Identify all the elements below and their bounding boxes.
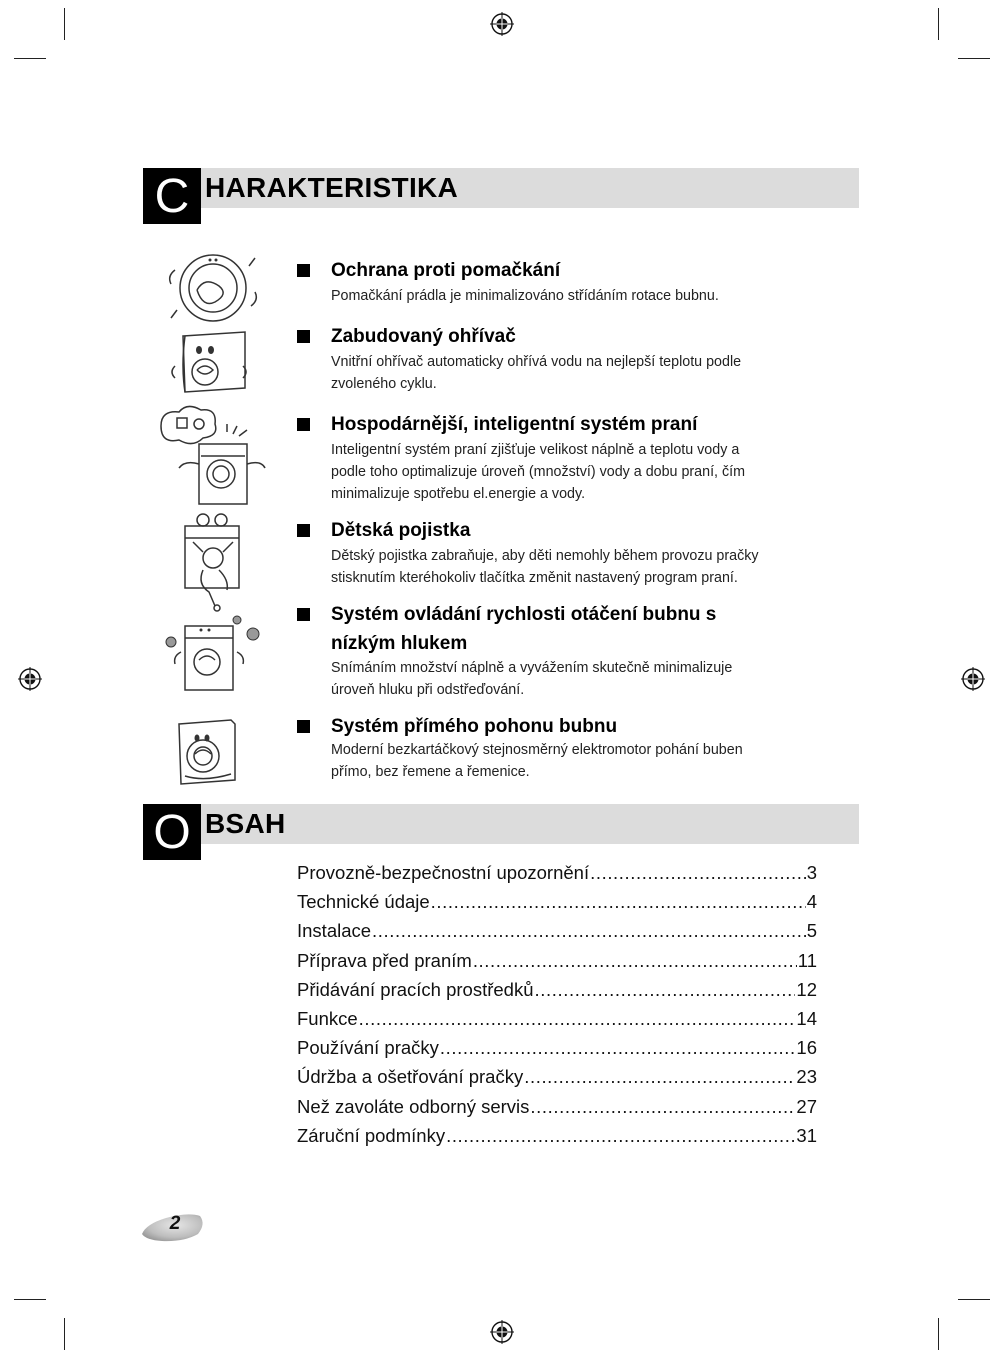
toc-page: 3 (806, 862, 817, 883)
toc-label: Funkce (297, 1007, 358, 1029)
crop-mark (958, 1299, 990, 1300)
toc-label: Provozně-bezpečnostní upozornění (297, 862, 590, 883)
crop-mark (14, 1299, 46, 1300)
feature-description (331, 657, 801, 701)
toc-leader (524, 1062, 795, 1091)
registration-mark-icon (18, 667, 42, 691)
child-lock-icon (155, 512, 270, 612)
toc-leader (590, 858, 806, 887)
bullet-square-icon (297, 330, 310, 343)
feature-description (331, 439, 801, 505)
toc-entry[interactable] (297, 975, 817, 1004)
description-line: minimalizuje spotřebu el.energie a vody. (331, 486, 586, 502)
bullet-square-icon (297, 264, 310, 277)
feature-description (331, 545, 801, 589)
crop-mark (64, 8, 65, 40)
section-title: BSAH (205, 808, 286, 839)
crop-mark (938, 1318, 939, 1350)
drum-tumble-icon (155, 250, 270, 326)
section-title: HARAKTERISTIKA (205, 172, 459, 203)
registration-mark-icon (490, 1320, 514, 1344)
direct-drive-icon (155, 714, 270, 786)
registration-mark-icon (490, 12, 514, 36)
bullet-square-icon (297, 418, 310, 431)
feature-title-line: Systém ovládání rychlosti otáčení bubnu s (331, 604, 717, 625)
toc-label: Používání pračky (297, 1037, 439, 1059)
toc-leader (359, 1004, 796, 1033)
toc-page: 31 (796, 1124, 817, 1146)
toc-entry[interactable] (297, 887, 817, 916)
heater-icon (155, 326, 270, 398)
toc-entry[interactable] (297, 1033, 817, 1062)
table-of-contents (297, 858, 817, 1150)
toc-leader (440, 1033, 796, 1062)
toc-label: Údržba a ošetřování pračky (297, 1066, 524, 1088)
bullet-square-icon (297, 608, 310, 621)
toc-entry[interactable] (297, 916, 817, 945)
description-line: podle toho optimalizuje úroveň (množství) vody a dobu praní, čím (331, 464, 746, 480)
section-initial: C (143, 168, 201, 224)
toc-entry[interactable] (297, 1092, 817, 1121)
feature-title-line: nízkým hlukem (331, 633, 468, 654)
section-initial: O (143, 804, 201, 860)
toc-leader (372, 916, 806, 945)
description-line: zvoleného cyklu. (331, 376, 437, 392)
toc-leader (446, 1121, 795, 1150)
toc-entry[interactable] (297, 1062, 817, 1091)
feature-description (331, 739, 801, 783)
crop-mark (64, 1318, 65, 1350)
toc-page: 27 (796, 1095, 817, 1117)
registration-mark-icon (961, 667, 985, 691)
description-line: Inteligentní systém praní zjišťuje velikost náplně a teplotu vody a (331, 442, 740, 458)
fuzzy-logic-icon (155, 404, 270, 508)
description-line: Moderní bezkartáčkový stejnosměrný elektromotor pohání buben (331, 742, 743, 758)
toc-label: Instalace (297, 920, 372, 942)
toc-page: 5 (806, 920, 817, 942)
toc-leader (473, 946, 797, 975)
toc-leader (431, 887, 806, 916)
toc-label: Záruční podmínky (297, 1124, 446, 1146)
toc-entry[interactable] (297, 858, 817, 887)
feature-title (331, 600, 716, 658)
crop-mark (958, 58, 990, 59)
feature-title: Systém přímého pohonu bubnu (331, 716, 618, 737)
toc-page: 14 (796, 1007, 817, 1029)
feature-title: Ochrana proti pomačkání (331, 260, 561, 281)
description-line: Pomačkání prádla je minimalizováno střídáním rotace bubnu. (331, 288, 719, 304)
toc-page: 11 (797, 949, 817, 971)
description-line: přímo, bez řemene a řemenice. (331, 764, 530, 780)
description-line: úroveň hluku při odstřeďování. (331, 682, 525, 698)
feature-title: Zabudovaný ohřívač (331, 326, 516, 347)
toc-entry[interactable] (297, 1121, 817, 1150)
toc-leader (535, 975, 796, 1004)
description-line: Vnitřní ohřívač automaticky ohřívá vodu na nejlepší teplotu podle (331, 354, 742, 370)
toc-page: 4 (806, 891, 817, 913)
bullet-square-icon (297, 720, 310, 733)
toc-page: 16 (796, 1037, 817, 1059)
toc-label: Technické údaje (297, 891, 430, 913)
description-line: Dětský pojistka zabraňuje, aby děti nemohly během provozu pračky (331, 548, 759, 564)
feature-title: Dětská pojistka (331, 520, 471, 541)
feature-title: Hospodárnější, inteligentní systém praní (331, 414, 698, 435)
page-number: 2 (169, 1213, 181, 1234)
feature-description (331, 351, 801, 395)
toc-leader (530, 1092, 795, 1121)
low-noise-icon (155, 612, 270, 694)
description-line: Snímáním množství náplně a vyvážením skutečně minimalizuje (331, 660, 733, 676)
toc-entry[interactable] (297, 946, 817, 975)
page-number-badge (140, 1204, 206, 1244)
bullet-square-icon (297, 524, 310, 537)
toc-label: Přidávání pracích prostředků (297, 978, 534, 1000)
crop-mark (938, 8, 939, 40)
toc-label: Než zavoláte odborný servis (297, 1095, 530, 1117)
description-line: stisknutím kteréhokoliv tlačítka změnit nastavený program praní. (331, 570, 738, 586)
crop-mark (14, 58, 46, 59)
toc-label: Příprava před praním (297, 949, 472, 971)
feature-description (331, 285, 801, 307)
toc-entry[interactable] (297, 1004, 817, 1033)
toc-page: 23 (796, 1066, 817, 1088)
toc-page: 12 (796, 978, 817, 1000)
